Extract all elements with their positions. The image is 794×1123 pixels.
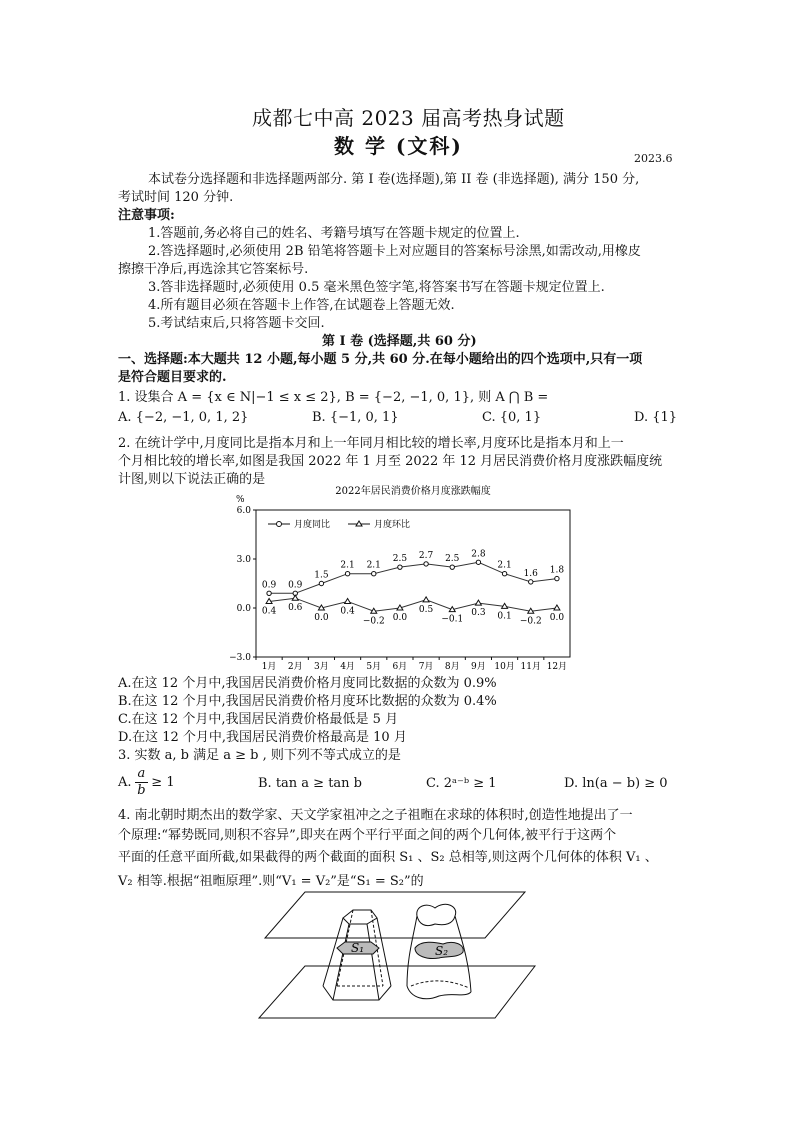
question-4-stem: V₂ 相等.根据“祖暅原理”.则“V₁ = V₂”是“S₁ = S₂”的	[118, 874, 424, 889]
data-label-yoy: 0.9	[261, 580, 277, 591]
x-tick-label: 9月	[471, 662, 486, 672]
plot-frame	[256, 510, 570, 657]
fraction-numerator: a	[135, 766, 149, 783]
data-point-yoy	[450, 565, 454, 569]
question-1-option-c: C. {0, 1}	[482, 410, 542, 425]
question-2-stem: 计图,则以下说法正确的是	[118, 472, 266, 487]
s1-label: S₁	[351, 941, 365, 955]
x-tick-label: 11月	[520, 662, 541, 672]
data-label-mom: 0.0	[314, 613, 329, 623]
x-tick-label: 4月	[340, 662, 355, 672]
note-item: 擦擦干净后,再选涂其它答案标号.	[118, 262, 309, 277]
fraction	[135, 766, 149, 799]
y-axis-unit: %	[236, 495, 245, 505]
legend-label-yoy: 月度同比	[294, 520, 331, 530]
x-tick-label: 7月	[418, 662, 434, 672]
data-label-yoy: 1.6	[523, 568, 538, 579]
note-item: 4.所有题目必须在答题卡上作答,在试题卷上答题无效.	[148, 298, 455, 313]
x-tick-label: 10月	[494, 662, 515, 672]
data-label-yoy: 1.8	[549, 565, 565, 576]
data-point-mom	[345, 598, 351, 603]
note-item: 2.答选择题时,必须使用 2B 铅笔将答题卡上对应题目的答案标号涂黑,如需改动,用橡皮	[148, 244, 641, 259]
data-label-mom: −0.1	[441, 614, 464, 625]
x-tick-label: 3月	[314, 662, 329, 672]
question-4-stem: 平面的任意平面所截,如果截得的两个截面的面积 S₁ 、S₂ 总相等,则这两个几何体的体积 V₁ 、	[118, 850, 658, 865]
question-3-option-d: D. ln(a − b) ≥ 0	[564, 776, 668, 791]
section-title: 第 I 卷 (选择题,共 60 分)	[322, 334, 477, 349]
data-point-yoy	[424, 562, 428, 566]
data-label-yoy: 2.1	[366, 560, 381, 571]
data-label-mom: 0.6	[288, 603, 303, 614]
question-3-stem: 3. 实数 a, b 满足 a ≥ b , 则下列不等式成立的是	[118, 748, 401, 763]
data-point-yoy	[345, 572, 349, 576]
data-point-yoy	[502, 572, 506, 576]
bottom-plane	[259, 966, 535, 1018]
data-label-mom: −0.2	[519, 616, 542, 627]
question-1-option-a: A. {−2, −1, 0, 1, 2}	[118, 410, 249, 425]
section-instruction: 是符合题目要求的.	[118, 370, 227, 385]
question-4-stem: 4. 南北朝时期杰出的数学家、天文学家祖冲之之子祖暅在求球的体积时,创造性地提出了一	[118, 808, 633, 823]
question-1-stem: 1. 设集合 A = {x ∈ N|−1 ≤ x ≤ 2}, B = {−2, −1, 0, 1}, 则 A ⋂ B =	[118, 390, 549, 405]
data-label-yoy: 2.1	[497, 560, 512, 571]
question-3-option-b: B. tan a ≥ tan b	[258, 776, 363, 791]
cpi-line-chart	[220, 482, 580, 672]
data-label-yoy: 1.5	[314, 570, 329, 581]
fraction-denominator: b	[137, 783, 146, 798]
intro-line-1: 本试卷分选择题和非选择题两部分. 第 I 卷(选择题),第 II 卷 (非选择题), 满分 150 分,	[148, 172, 640, 187]
x-tick-label: 8月	[444, 662, 460, 672]
chart-title: 2022年居民消费价格月度涨跌幅度	[335, 486, 491, 497]
section-instruction: 一、选择题:本大题共 12 小题,每小题 5 分,共 60 分.在每小题给出的四个选项中,只有一项	[118, 352, 643, 367]
y-tick-label: 3.0	[236, 555, 251, 565]
data-label-mom: 0.0	[392, 613, 408, 623]
question-1-option-d: D. {1}	[634, 410, 678, 425]
data-label-mom: 0.3	[471, 608, 486, 619]
question-2-option-d: D.在这 12 个月中,我国居民消费价格最高是 10 月	[118, 730, 407, 745]
question-3-option-c: C. 2ᵃ⁻ᵇ ≥ 1	[426, 776, 497, 791]
data-label-mom: 0.0	[549, 613, 565, 623]
data-point-yoy	[372, 572, 376, 576]
exam-date: 2023.6	[634, 152, 673, 165]
legend-marker-yoy	[277, 522, 282, 527]
question-2-option-c: C.在这 12 个月中,我国居民消费价格最低是 5 月	[118, 712, 399, 727]
data-label-mom: 0.4	[340, 606, 355, 617]
x-tick-label: 5月	[366, 662, 382, 672]
left-solid	[323, 910, 391, 1000]
question-3-option-a	[118, 766, 175, 799]
data-point-yoy	[319, 581, 323, 585]
exam-subtitle: 数 学 (文科)	[334, 134, 463, 158]
question-4-stem: 个原理:“幂势既同,则积不容异”,即夹在两个平行平面之间的两个几何体,被平行于这两个	[118, 828, 617, 843]
question-2-option-a: A.在这 12 个月中,我国居民消费价格月度同比数据的众数为 0.9%	[118, 676, 497, 691]
option-a-prefix: A.	[118, 775, 132, 790]
legend-label-mom: 月度环比	[374, 520, 411, 530]
data-point-yoy	[555, 576, 559, 580]
notes-heading: 注意事项:	[118, 208, 175, 223]
data-point-mom	[554, 605, 560, 610]
y-tick-label: 6.0	[236, 506, 251, 516]
data-point-yoy	[267, 591, 271, 595]
data-point-yoy	[398, 565, 402, 569]
data-point-mom	[475, 600, 481, 605]
data-point-yoy	[476, 560, 480, 564]
exam-title: 成都七中高 2023 届高考热身试题	[252, 106, 565, 130]
data-label-yoy: 2.5	[445, 554, 460, 565]
data-label-yoy: 0.9	[288, 580, 303, 591]
note-item: 1.答题前,务必将自己的姓名、考籍号填写在答题卡规定的位置上.	[148, 226, 520, 241]
data-label-mom: 0.1	[497, 611, 512, 622]
intro-line-2: 考试时间 120 分钟.	[118, 190, 234, 205]
note-item: 3.答非选择题时,必须使用 0.5 毫米黑色签字笔,将答案书写在答题卡规定位置上.	[148, 280, 605, 295]
y-tick-label: −3.0	[229, 653, 251, 663]
data-point-mom	[423, 597, 429, 602]
data-label-yoy: 2.7	[418, 550, 434, 561]
question-2-stem: 2. 在统计学中,月度同比是指本月和上一年同月相比较的增长率,月度环比是指本月和上一	[118, 436, 624, 451]
x-tick-label: 2月	[287, 662, 303, 672]
data-label-mom: −0.2	[362, 616, 385, 627]
question-2-option-b: B.在这 12 个月中,我国居民消费价格月度环比数据的众数为 0.4%	[118, 694, 497, 709]
note-item: 5.考试结束后,只将答题卡交回.	[148, 316, 325, 331]
x-tick-label: 12月	[546, 662, 568, 672]
option-a-suffix: ≥ 1	[151, 775, 175, 790]
data-point-yoy	[529, 580, 533, 584]
data-label-yoy: 2.8	[471, 549, 486, 560]
series-line-yoy	[269, 562, 557, 593]
s2-label: S₂	[435, 944, 449, 958]
x-tick-label: 6月	[392, 662, 408, 672]
data-label-mom: 0.5	[418, 604, 434, 615]
data-point-mom	[292, 595, 298, 600]
y-tick-label: 0.0	[236, 604, 251, 614]
data-label-mom: 0.4	[261, 606, 277, 617]
zugeng-figure	[255, 888, 545, 1023]
question-1-option-b: B. {−1, 0, 1}	[312, 410, 399, 425]
data-label-yoy: 2.1	[340, 560, 355, 571]
question-2-stem: 个月相比较的增长率,如图是我国 2022 年 1 月至 2022 年 12 月居民消费价格月度涨跌幅度统	[118, 454, 663, 469]
x-tick-label: 1月	[261, 662, 277, 672]
data-label-yoy: 2.5	[392, 554, 408, 565]
top-plane	[265, 892, 525, 938]
